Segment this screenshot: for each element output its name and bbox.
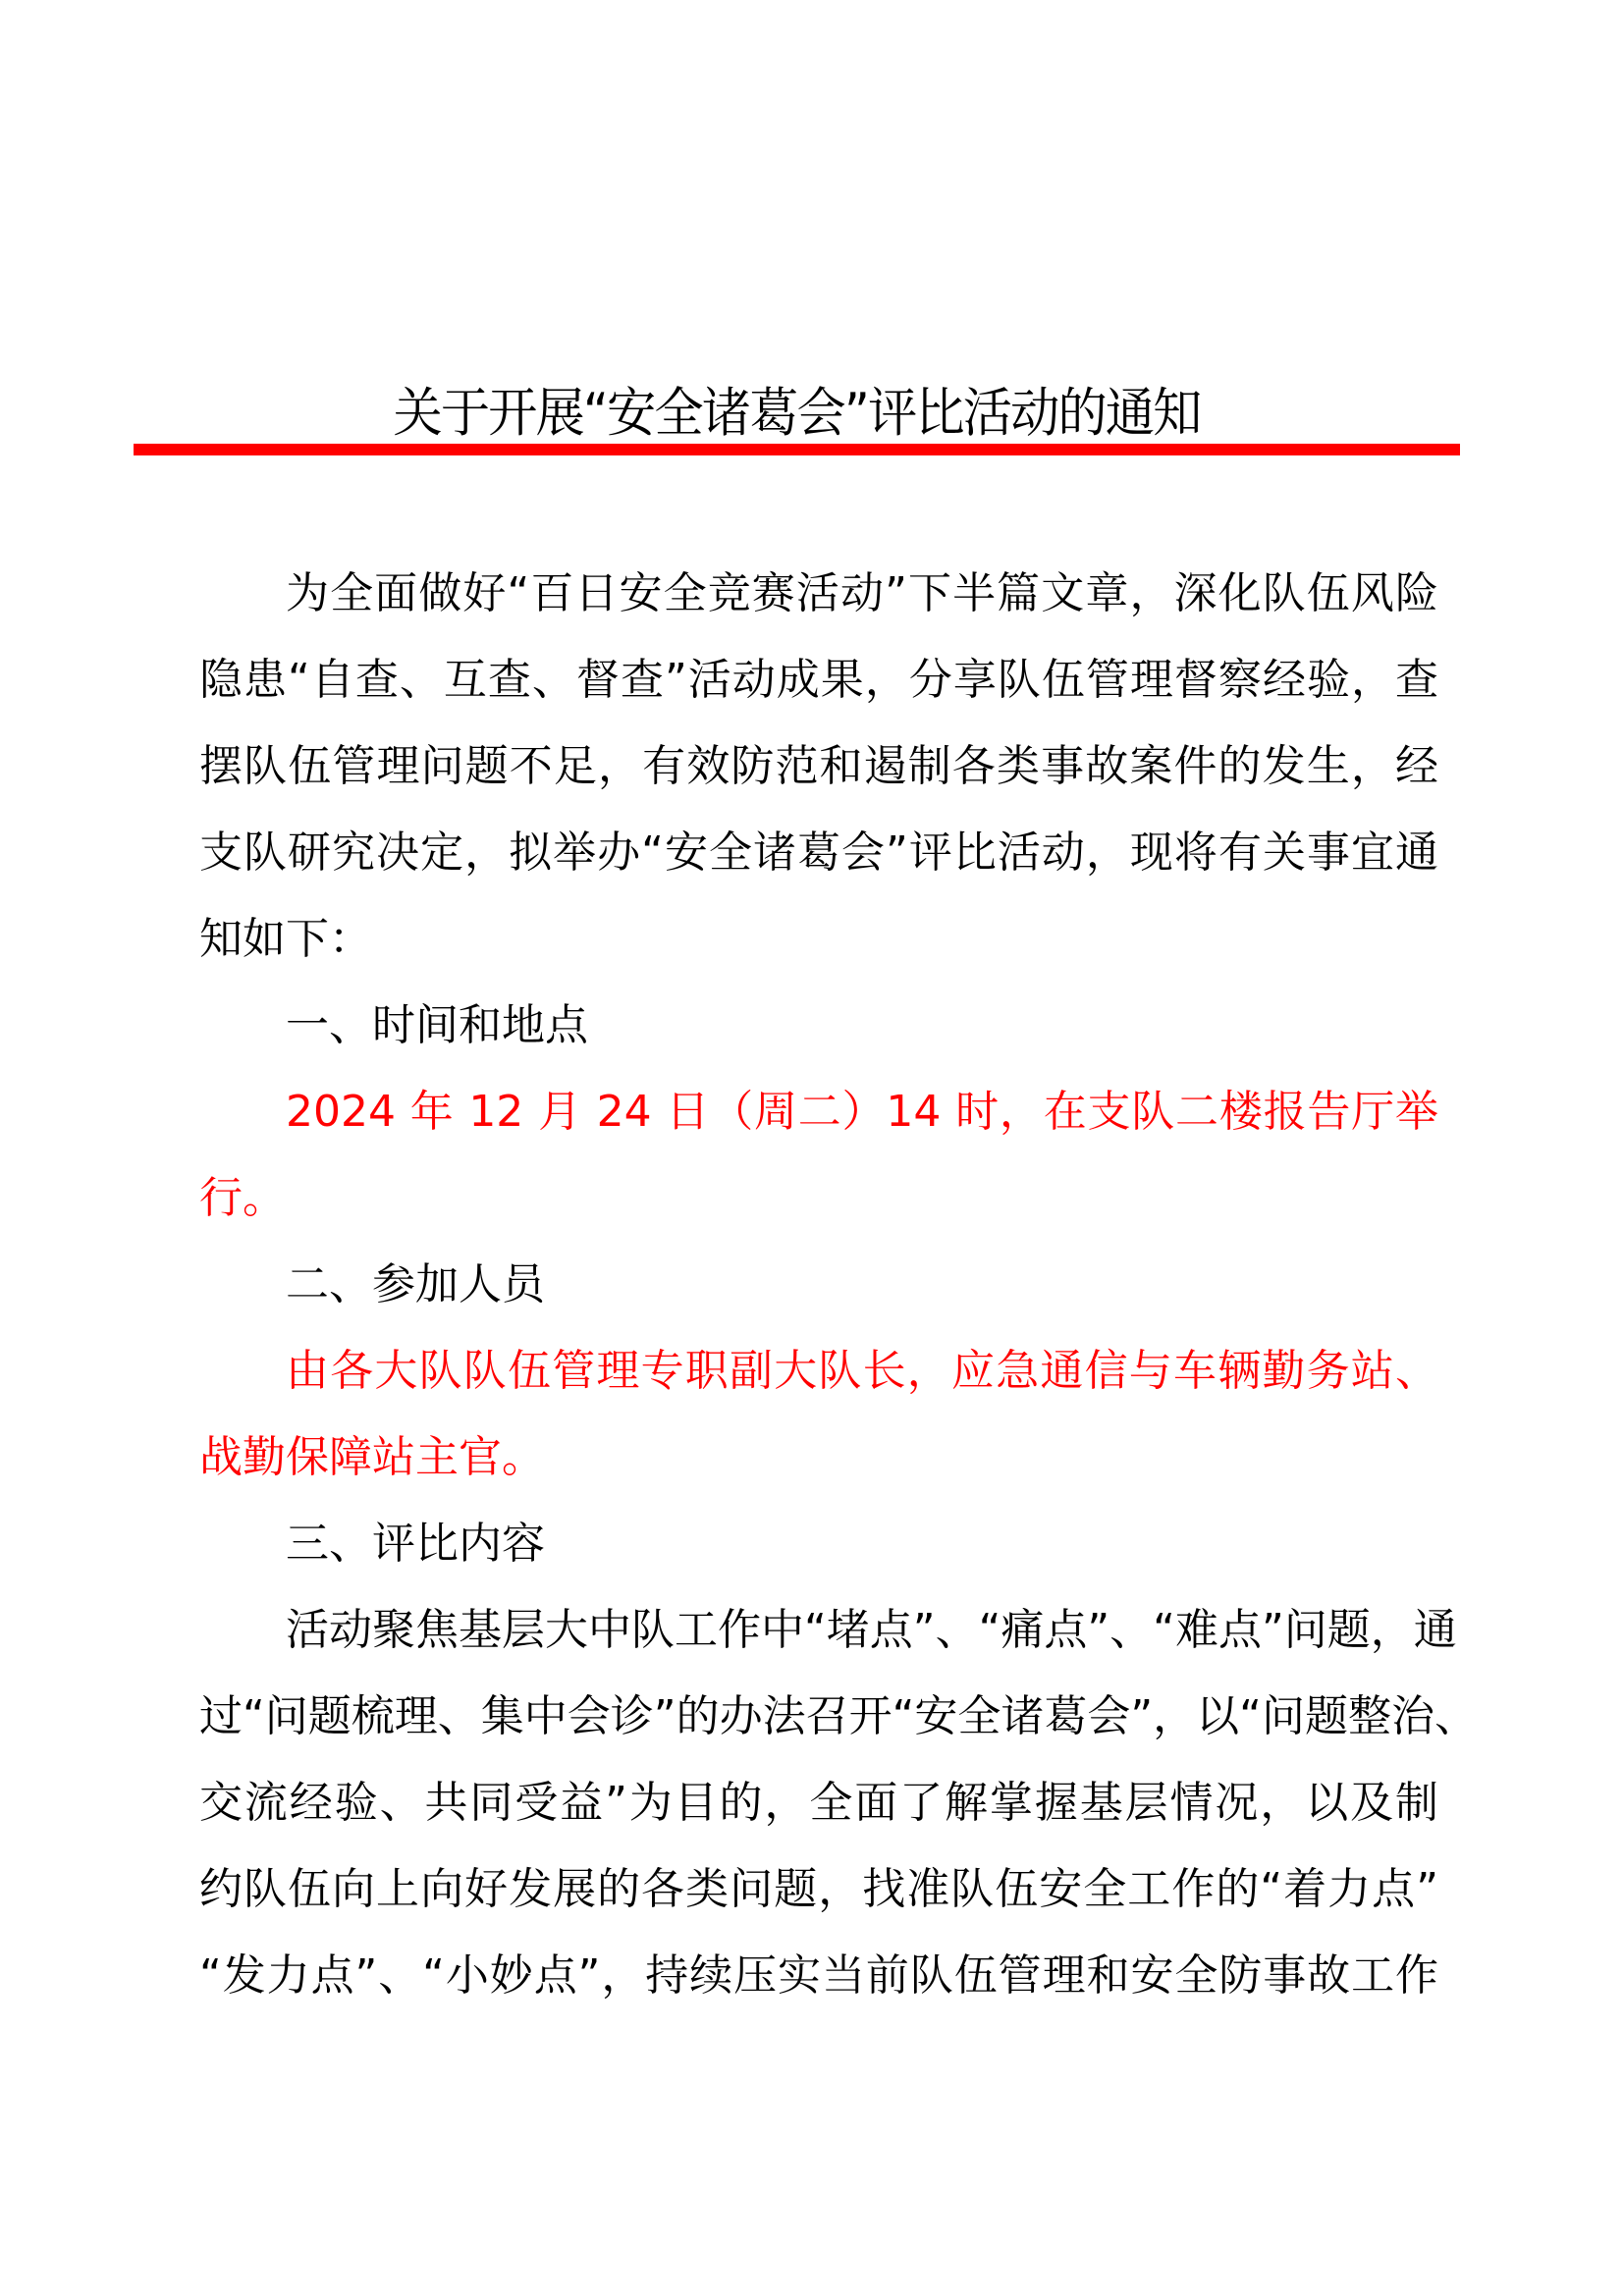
document-title: 关于开展“安全诸葛会”评比活动的通知 [393, 382, 1201, 444]
paragraph-participants [199, 1328, 1438, 1501]
section-heading-participants [199, 1242, 1438, 1328]
paragraph-line: 战勤保障站主官。 [199, 1432, 545, 1482]
section-heading-time-place [199, 983, 1438, 1069]
paragraph-line: 知如下： [199, 914, 372, 964]
paragraph-line: 隐患“自查、互查、督查”活动成果，分享队伍管理督察经验，查 [199, 655, 1438, 705]
paragraph-line: 活动聚焦基层大中队工作中“堵点”、“痛点”、“难点”问题，通 [286, 1605, 1457, 1655]
paragraph-line: 为全面做好“百日安全竞赛活动”下半篇文章，深化队伍风险 [286, 568, 1438, 618]
paragraph-line: 由各大队队伍管理专职副大队长，应急通信与车辆勤务站、 [286, 1346, 1438, 1396]
paragraph-line: 行。 [199, 1173, 286, 1223]
paragraph-line: 2024 年 12 月 24 日（周二）14 时，在支队二楼报告厅举 [286, 1087, 1438, 1137]
paragraph-content [199, 1587, 1478, 2019]
paragraph-line: 约队伍向上向好发展的各类问题，找准队伍安全工作的“着力点” [199, 1864, 1438, 1914]
section-heading: 一、时间和地点 [286, 1000, 588, 1050]
section-heading: 二、参加人员 [286, 1259, 545, 1309]
title-red-rule [134, 444, 1460, 455]
section-heading: 三、评比内容 [286, 1519, 545, 1569]
paragraph-line: 摆队伍管理问题不足，有效防范和遏制各类事故案件的发生，经 [199, 741, 1438, 791]
paragraph-line: 过“问题梳理、集中会诊”的办法召开“安全诸葛会”，以“问题整治、 [199, 1691, 1478, 1741]
paragraph-intro [199, 551, 1438, 983]
document-body [199, 551, 1478, 2019]
section-heading-content [199, 1501, 1438, 1587]
paragraph-line: “发力点”、“小妙点”，持续压实当前队伍管理和安全防事故工作 [199, 1950, 1438, 2001]
paragraph-time-place [199, 1069, 1438, 1242]
paragraph-line: 支队研究决定，拟举办“安全诸葛会”评比活动，现将有关事宜通 [199, 828, 1438, 878]
paragraph-line: 交流经验、共同受益”为目的，全面了解掌握基层情况，以及制 [199, 1778, 1438, 1828]
